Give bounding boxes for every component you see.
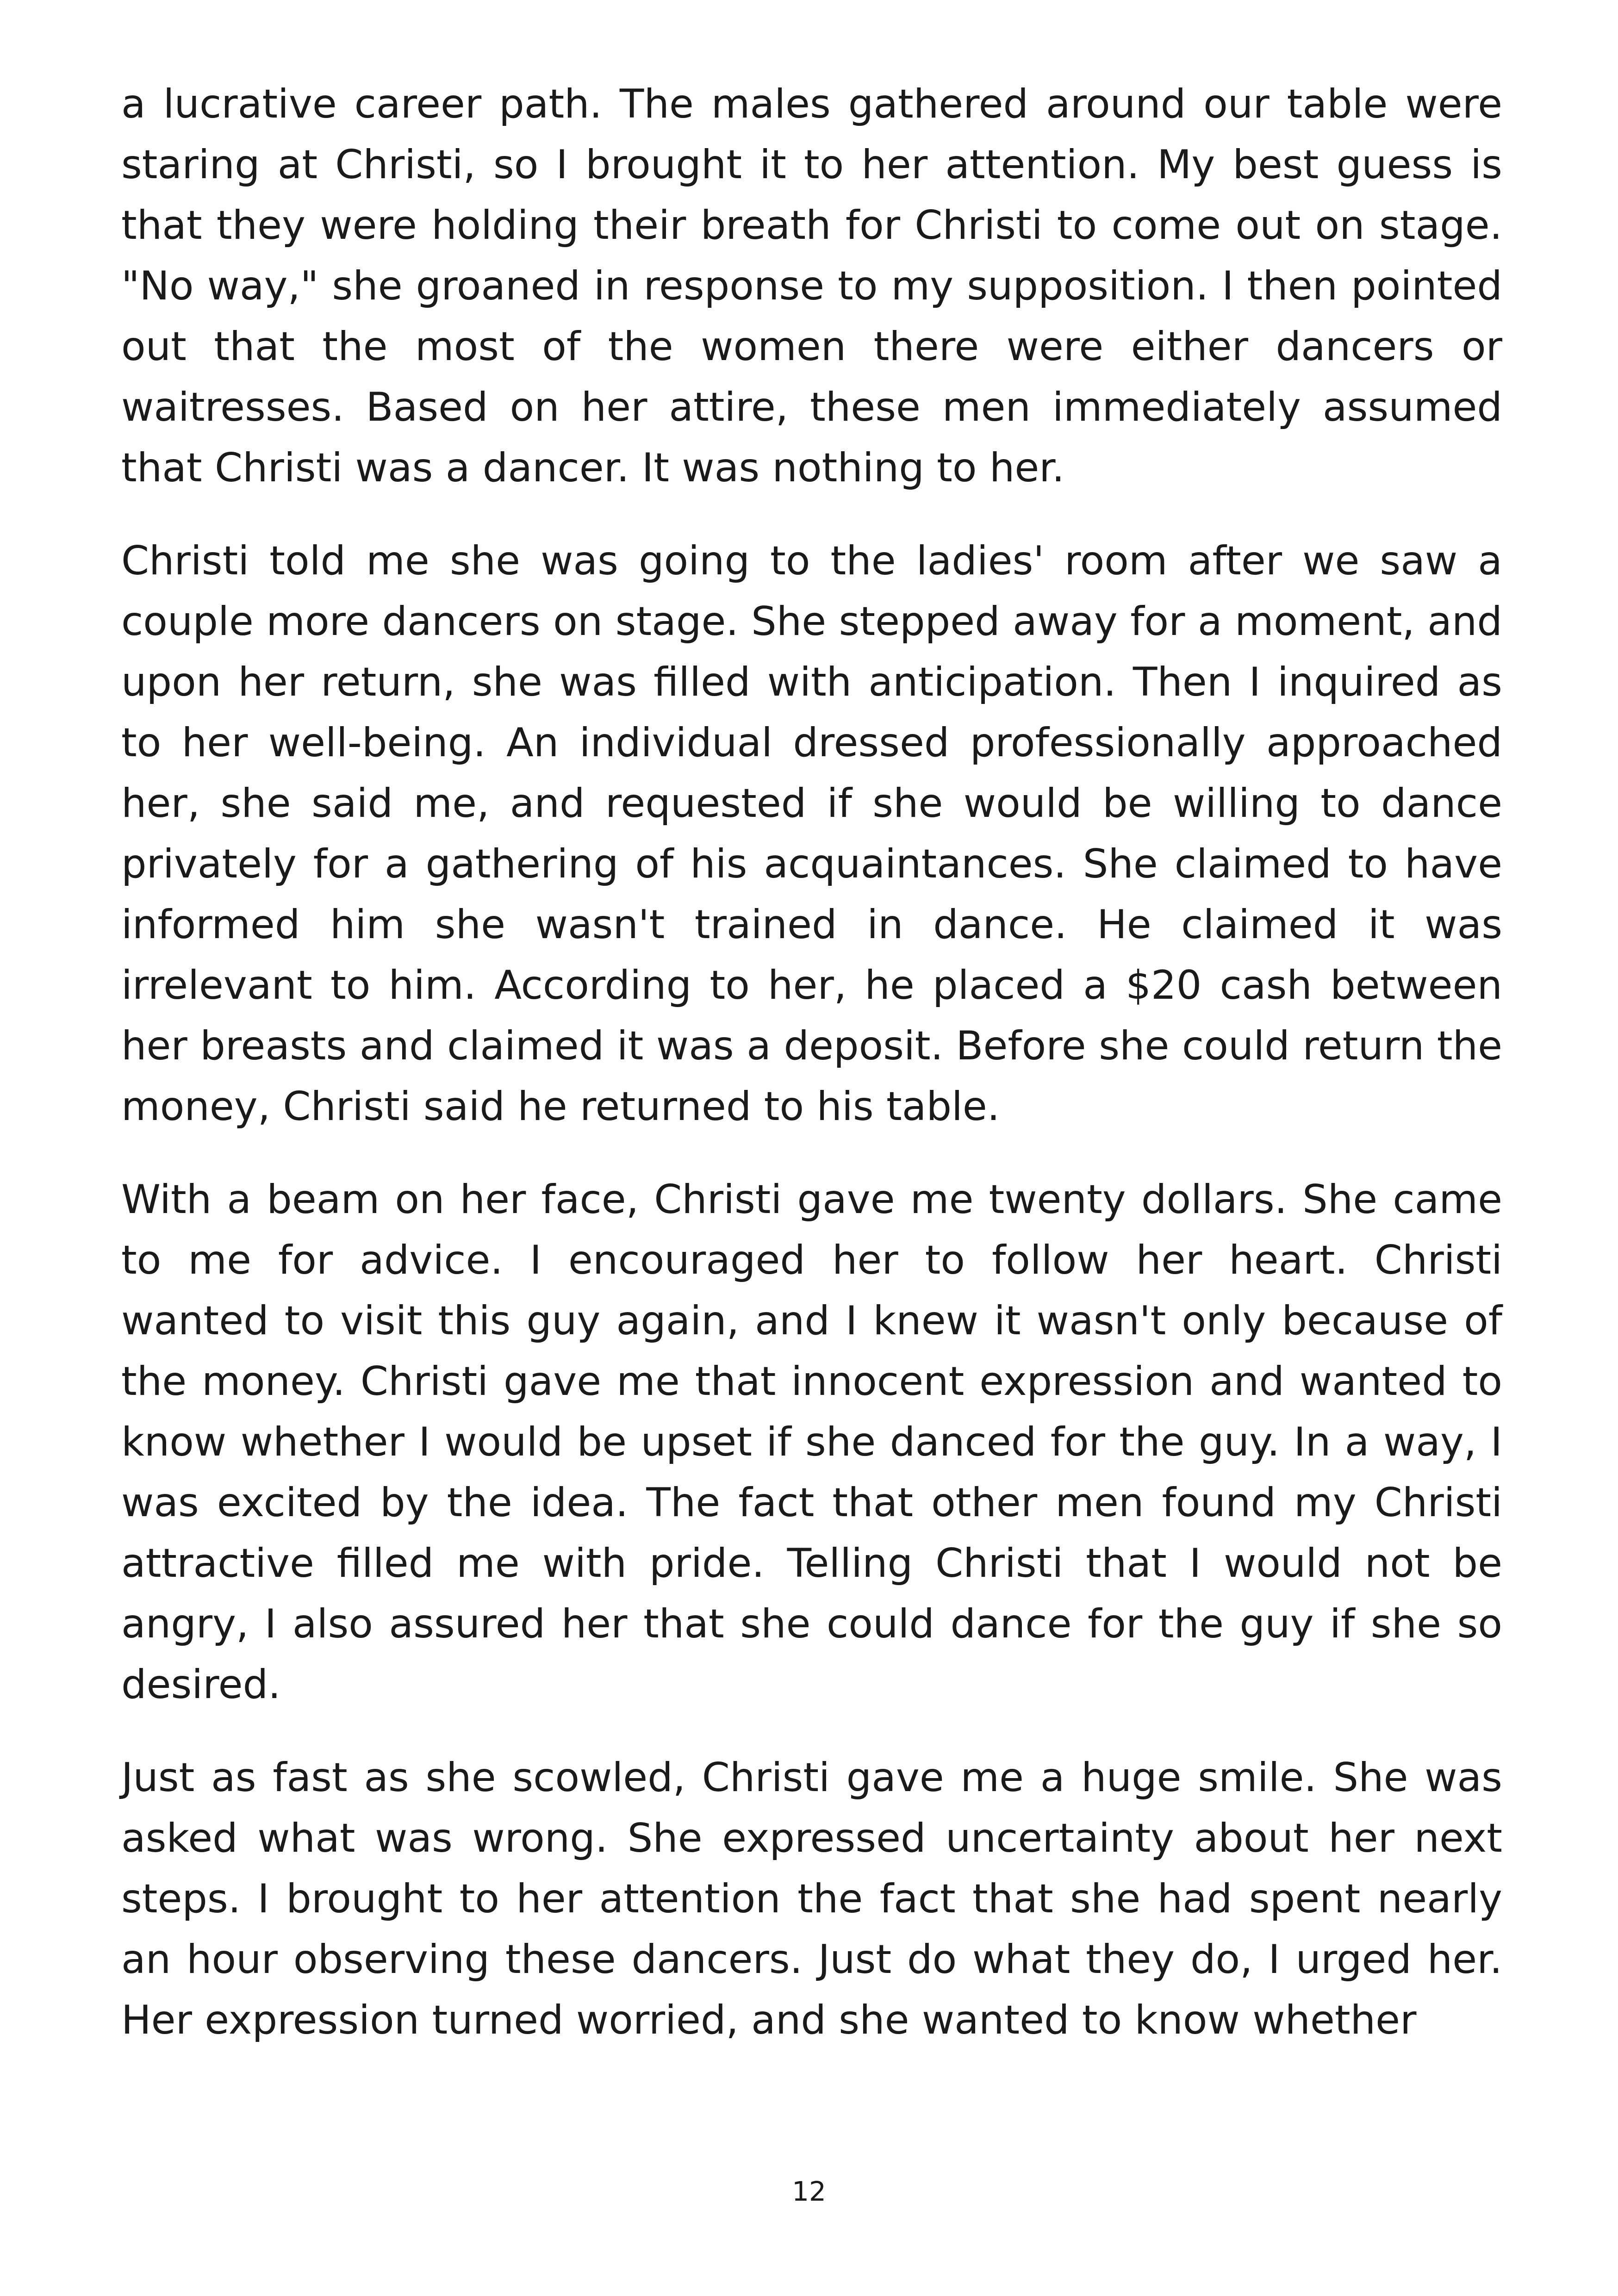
paragraph-2: Christi told me she was going to the ladies' room after we saw a couple more dancers on stage. She stepped away for a moment, and upon her return, she was filled with anticipation. Then I inquired as to her well-being. An individual dressed professionally approached her, she said me, and requested if she would be willing to dance privately for a gathering of his acquaintances. She claimed to have informed him she wasn't trained in dance. He claimed it was irrelevant to him. According to her, he placed a $20 cash between her breasts and claimed it was a deposit. Before she could return the money, Christi said he returned to his table. [121, 538, 1502, 1130]
paragraph-3: With a beam on her face, Christi gave me twenty dollars. She came to me for advice. I encouraged her to follow her heart. Christi wanted to visit this guy again, and I knew it wasn't only because of the money. Christi gave me that innocent expression and wanted to know whether I would be upset if she danced for the guy. In a way, I was excited by the idea. The fact that other men found my Christi attractive filled me with pride. Telling Christi that I would not be angry, I also assured her that she could dance for the guy if she so desired. [121, 1176, 1502, 1708]
paragraph-1: a lucrative career path. The males gathered around our table were staring at Christi, so I brought it to her attention. My best guess is that they were holding their breath for Christi to come out on stage. "No way," she groaned in response to my supposition. I then pointed out that the most of the women there were either dancers or waitresses. Based on her attire, these men immediately assumed that Christi was a dancer. It was nothing to her. [121, 81, 1502, 491]
page-number: 12 [792, 2176, 826, 2207]
paragraph-4: Just as fast as she scowled, Christi gave me a huge smile. She was asked what was wrong. She expressed uncertainty about her next steps. I brought to her attention the fact that she had spent nearly an hour observing these dancers. Just do what they do, I urged her. Her expression turned worried, and she wanted to know whether [121, 1755, 1502, 2043]
body-text [121, 74, 1502, 2051]
